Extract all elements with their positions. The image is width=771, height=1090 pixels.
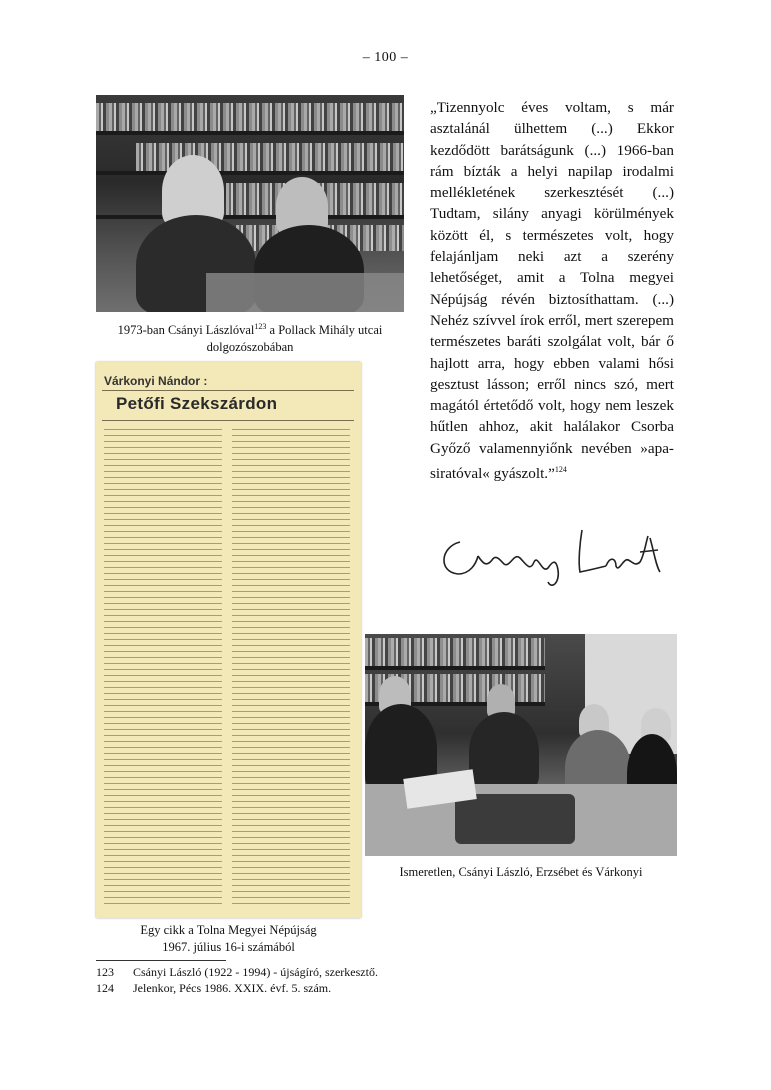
footnotes (96, 964, 378, 996)
signature (430, 512, 670, 597)
photo-csanyi-varkonyi-study (96, 95, 404, 312)
footnote-124: 124 Jelenkor, Pécs 1986. XXIX. évf. 5. szám. (96, 981, 332, 995)
footnote-123: 123 Csányi László (1922 - 1994) - újságíró, szerkesztő. (96, 965, 378, 979)
quote-text: „Tizennyolc éves voltam, s már asztalánál ülhettem (...) Ekkor kezdődött barátságunk (...) 1966-ban rám bízták a helyi napilap irodalmi mellékletének szerkesztését (...) Tudtam, silány anyagi körülmények között él, s természetes volt, hogy felajánljam neki azt a szerény lehetőséget, amit a Tolna megyei Népújság révén biztosíthattam. (...) Nehéz szívvel írok erről, mert szerepem természetes baráti szolgálat volt, bár ő hajlott arra, hogy ebben valami hősi gesztust lásson; erről nincs szó, mert magától értetődő volt, hogy nem leszek hűtlen ahhoz, akit halálakor Csorba Győző valamennyiőnk nevében »apa-siratóval« gyászolt.”$^{124}$ (430, 99, 674, 483)
photo2-caption: Ismeretlen, Csányi László, Erzsébet és Várkonyi (399, 865, 643, 879)
signature-drawing (430, 512, 670, 597)
newspaper-clipping (96, 362, 361, 918)
photo1-caption: 1973-ban Csányi Lászlóval$^{123}$ a Pollack Mihály utcai dolgozószobában (117, 322, 383, 355)
clipping-column-right (232, 426, 350, 906)
clipping-column-left (104, 426, 222, 906)
footnote-divider (96, 960, 226, 961)
clipping-title: Petőfi Szekszárdon (116, 394, 278, 413)
page-number: – 100 – (362, 50, 409, 65)
clipping-author: Várkonyi Nándor : (104, 374, 208, 388)
clipping-caption: Egy cikk a Tolna Megyei Népújság 1967. július 16-i számából (140, 923, 317, 954)
photo-group-at-table (365, 634, 677, 856)
